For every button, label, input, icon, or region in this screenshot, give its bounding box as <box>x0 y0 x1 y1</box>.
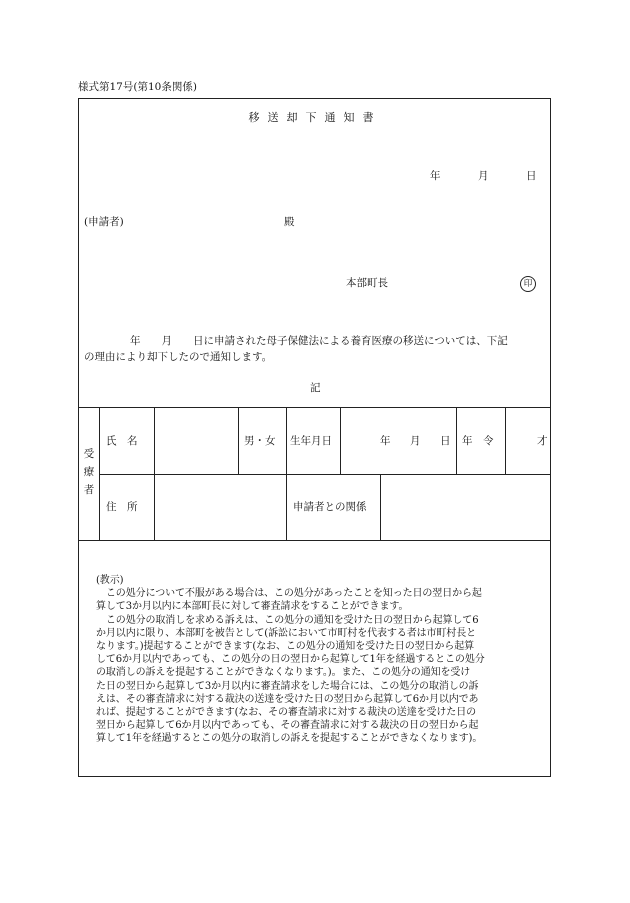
col-divider-relation <box>380 474 381 540</box>
date-day-label: 日 <box>526 170 537 182</box>
ki-label: 記 <box>310 382 321 394</box>
table-bottom-border <box>78 540 551 541</box>
table-middle-border <box>99 474 551 475</box>
dob-month: 月 <box>410 435 421 447</box>
col-divider-label <box>154 407 155 540</box>
col-divider-dob-label <box>340 407 341 474</box>
dob-day: 日 <box>440 435 451 447</box>
dob-label: 生年月日 <box>290 435 332 447</box>
teaching-line: れば、提起することができます(なお、その審査請求に対する裁決の送達を受けた日の <box>96 707 477 719</box>
relation-label: 申請者との関係 <box>293 501 367 513</box>
name-label: 氏 名 <box>106 435 138 447</box>
patient-side-label <box>81 445 97 499</box>
col-divider-sex <box>286 407 287 540</box>
issuer-name: 本部町長 <box>346 277 388 289</box>
table-top-border <box>78 407 551 408</box>
teaching-line: 算して1年を経過するとこの処分の取消しの訴えを提起することができなくなります)。 <box>96 733 483 745</box>
date-month-label: 月 <box>478 170 489 182</box>
teaching-line: この処分の取消しを求める訴えは、この処分の通知を受けた日の翌日から起算して6 <box>96 614 479 626</box>
teaching-line: 翌日から起算して6か月以内であっても、その審査請求に対する裁決の日の翌日から起 <box>96 720 479 732</box>
teaching-line: して6か月以内であっても、この処分の日の翌日から起算して1年を経過するとこの処分 <box>96 654 485 666</box>
teaching-line: えは、その審査請求に対する裁決の送達を受けた日の翌日から起算して6か月以内であ <box>96 693 479 705</box>
dob-year: 年 <box>380 435 391 447</box>
teaching-line: か月以内に限り、本部町を被告として(訴訟において市町村を代表する者は市町村長と <box>96 627 477 639</box>
age-label: 年 令 <box>462 435 494 447</box>
applicant-label: (申請者) <box>84 216 124 228</box>
seal-mark: 印 <box>520 276 536 292</box>
teaching-line: 算して3か月以内に本部町長に対して審査請求をすることができます。 <box>96 601 409 613</box>
teaching-line: なります。)提起することができます(なお、この処分の通知を受けた日の翌日から起算 <box>96 641 475 653</box>
teaching-line: た日の翌日から起算して3か月以内に審査請求をした場合には、この処分の取消しの訴 <box>96 680 479 692</box>
col-divider-dob <box>456 407 457 474</box>
col-divider-age-label <box>505 407 506 474</box>
date-year-label: 年 <box>430 170 441 182</box>
notice-body-line-1: 年 月 日に申請された母子保健法による養育医療の移送については、下記 <box>130 335 508 347</box>
sex-options: 男・女 <box>244 435 276 447</box>
teaching-line: の取消しの訴えを提起することができなくなります。)。また、この処分の通知を受け <box>96 667 471 679</box>
notice-body-line-2: の理由により却下したので通知します。 <box>84 351 273 363</box>
address-label: 住 所 <box>106 501 138 513</box>
patient-side-label-text: 受 療 者 <box>83 448 95 496</box>
document-title: 移送却下通知書 <box>248 111 382 124</box>
age-unit: 才 <box>537 435 548 447</box>
form-number-label: 様式第17号(第10条関係) <box>78 81 197 93</box>
applicant-honorific: 殿 <box>284 216 295 228</box>
col-divider-side <box>99 407 100 540</box>
teaching-line: この処分について不服がある場合は、この処分があったことを知った日の翌日から起 <box>96 588 482 600</box>
teaching-heading: (教示) <box>96 575 124 586</box>
col-divider-name <box>238 407 239 474</box>
teaching-notice <box>96 574 485 746</box>
